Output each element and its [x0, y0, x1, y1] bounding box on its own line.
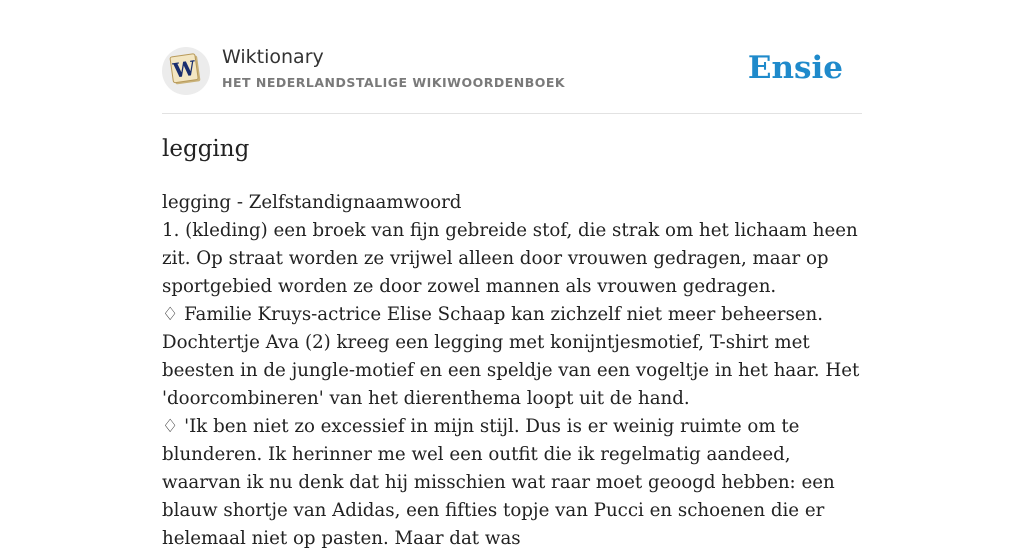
entry-body	[162, 189, 867, 553]
entry-example: ♢ Familie Kruys-actrice Elise Schaap kan zichzelf niet meer beheersen. Dochtertje Ava (2) kreeg een legging met konijntjesmotief, T-shirt met beesten in de jungle-motief en een speldje van een vogeltje in het haar. Het 'doorcombineren' van het dierenthema loopt uit de hand.	[162, 304, 860, 409]
wiktionary-logo-icon	[162, 47, 210, 95]
wiktionary-logo[interactable]	[162, 47, 210, 95]
page-title: legging	[162, 136, 250, 162]
site-header	[162, 44, 862, 96]
site-tagline: HET NEDERLANDSTALIGE WIKIWOORDENBOEK	[222, 75, 566, 90]
ensie-brand-logo[interactable]: Ensie	[747, 50, 843, 86]
entry-heading: legging - Zelfstandignaamwoord	[162, 192, 462, 213]
site-name[interactable]: Wiktionary	[222, 46, 324, 68]
entry-definition: 1. (kleding) een broek van fijn gebreide stof, die strak om het lichaam heen zit. Op straat worden ze vrijwel alleen door vrouwen gedragen, maar op sportgebied worden ze door zowel mannen als vrouwen gedragen.	[162, 220, 858, 297]
entry-example: ♢ 'Ik ben niet zo excessief in mijn stijl. Dus is er weinig ruimte om te blunderen. Ik herinner me wel een outfit die ik regelmatig aandeed, waarvan ik nu denk dat hij misschien wat raar moet geoogd hebben: een blauw shortje van Adidas, een fifties topje van Pucci en schoenen die er helemaal niet op pasten. Maar dat was	[162, 416, 835, 549]
logo-letter: W	[171, 55, 198, 83]
header-divider	[162, 113, 862, 114]
